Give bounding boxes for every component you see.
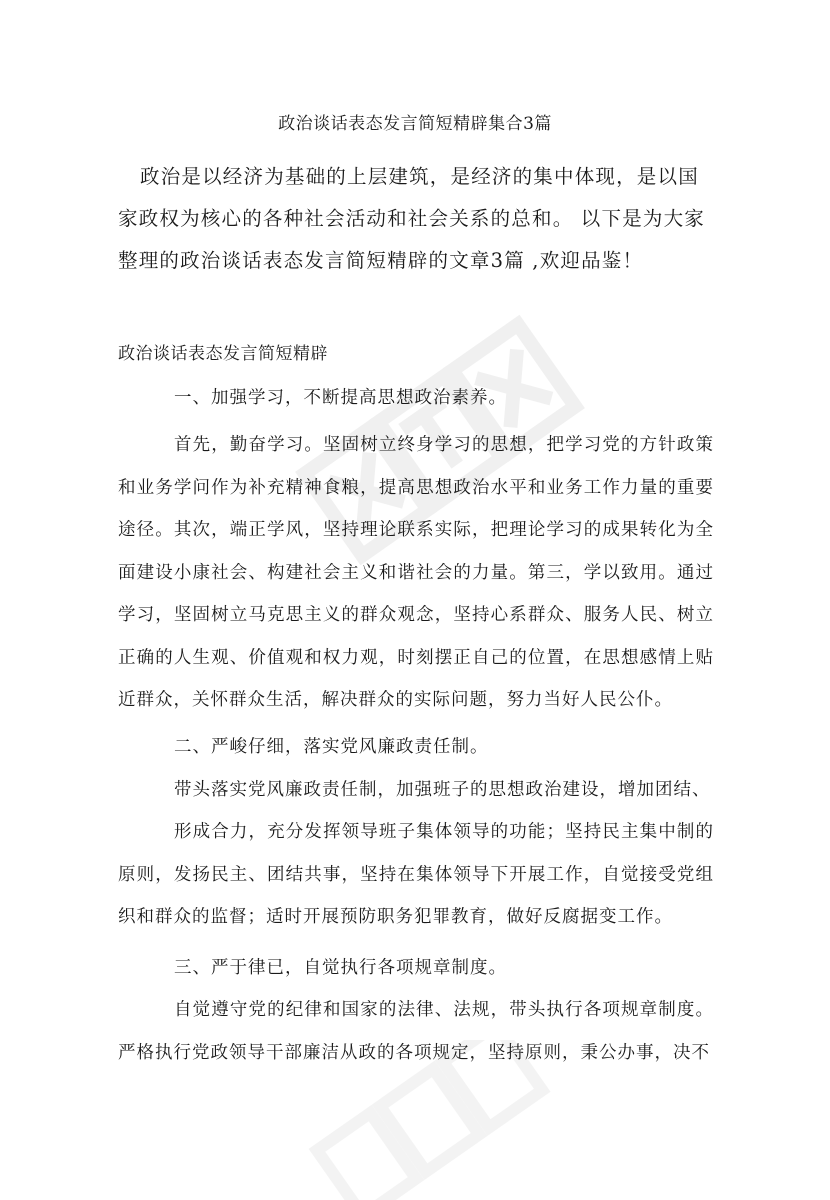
section-2-body-first-line: 带头落实党风廉政责任制，加强班子的思想政治建设，增加团结、 — [174, 780, 711, 800]
article-subheading: 政治谈话表态发言简短精辟 — [118, 344, 328, 364]
section-1-body: 首先，勤奋学习。坚固树立终身学习的思想，把学习党的方针政策和业务学问作为补充精神食粮，提高思想政治水平和业务工作力量的重要途径。其次，端正学风，坚持理论联系实际，把理论学习的成果转化为全面建设小康社会、构建社会主义和谐社会的力量。第三，学以致用。通过学习，坚固树立马克思主义的群众观念，坚持心系群众、服务人民、树立正确的人生观、价值观和权力观，时刻摆正自己的位置，在思想感情上贴近群众，关怀群众生活，解决群众的实际问题，努力当好人民公仆。 — [118, 435, 714, 710]
section-2-heading: 二、严峻仔细，落实党风廉政责任制。 — [174, 737, 489, 757]
section-3-body: 自觉遵守党的纪律和国家的法律、法规，带头执行各项规章制度。严格执行党政领导干部廉洁从政的各项规定，坚持原则，秉公办事，决不 — [118, 1000, 714, 1063]
section-2-body: 形成合力，充分发挥领导班子集体领导的功能；坚持民主集中制的原则，发扬民主、团结共事，坚持在集体领导下开展工作，自觉接受党组织和群众的监督；适时开展预防职务犯罪教育，做好反腐据变工作。 — [118, 822, 714, 927]
section-1-heading: 一、加强学习，不断提高思想政治素养。 — [174, 388, 507, 408]
section-3-heading: 三、严于律已，自觉执行各项规章制度。 — [174, 958, 507, 978]
intro-paragraph: 政治是以经济为基础的上层建筑，是经济的集中体现，是以国家政权为核心的各种社会活动和社会关系的总和。 以下是为大家整理的政治谈话表态发言简短精辟的文章3篇 ,欢迎品鉴！ — [118, 165, 705, 272]
document-title: 政治谈话表态发言简短精辟集合3篇 — [278, 114, 552, 134]
